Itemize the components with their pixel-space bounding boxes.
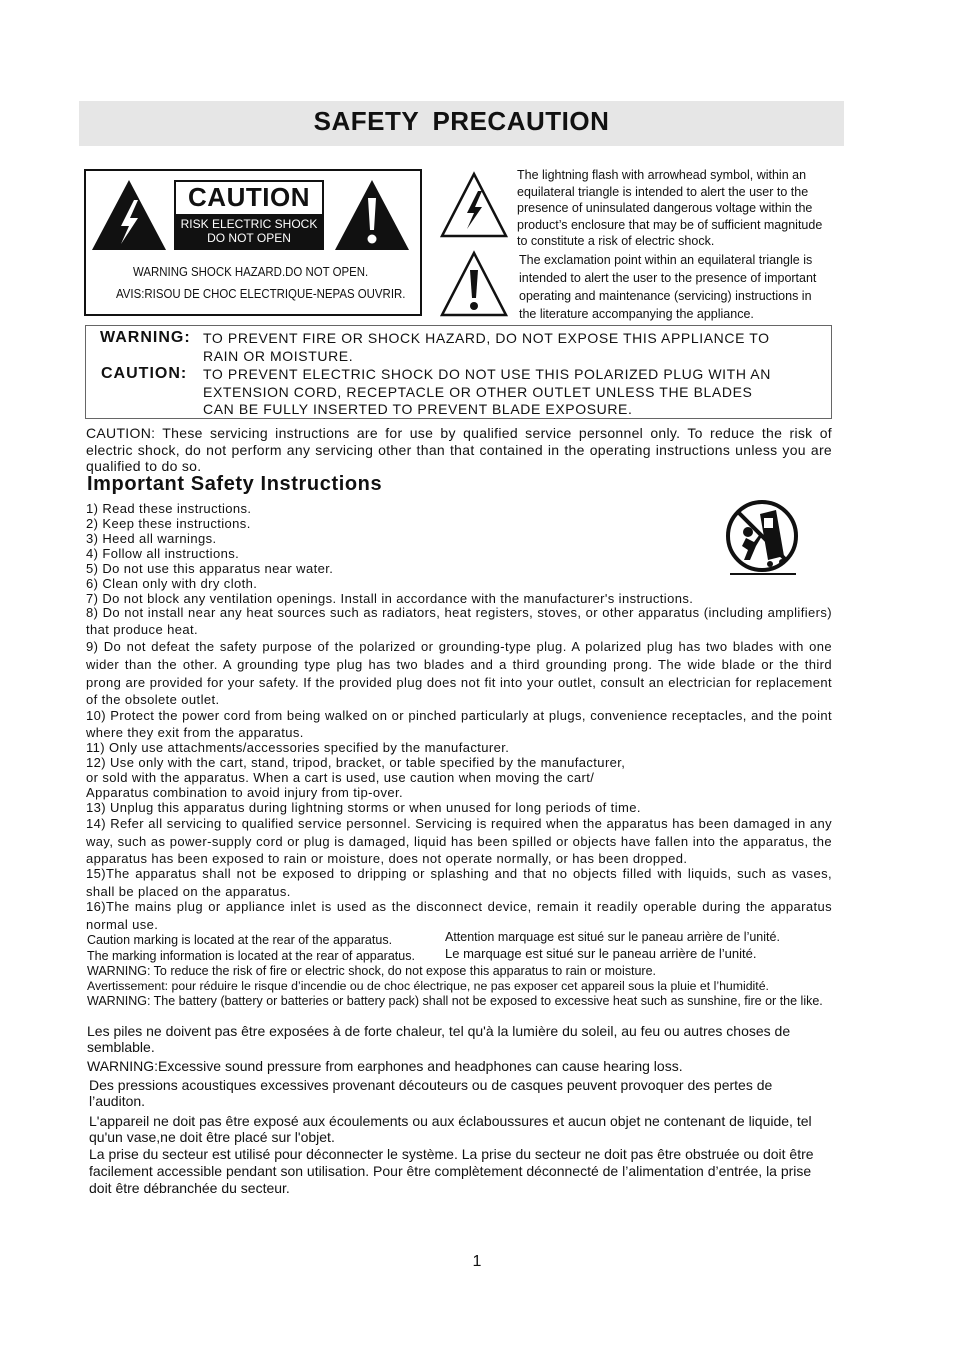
page-number: 1 [472, 1253, 482, 1270]
warning-rain-en: WARNING: To reduce the risk of fire or electric shock, do not expose this apparatus to rain or moisture. [87, 964, 656, 978]
caution-text: TO PREVENT ELECTRIC SHOCK DO NOT USE THIS POLARIZED PLUG WITH AN EXTENSION CORD, RECEPTACLE OR OTHER OUTLET UNLESS THE BLADES CAN BE FULLY INSERTED TO PREVENT BLADE EXPOSURE. [203, 366, 771, 417]
liquid-warning-fr: L'appareil ne doit pas être exposé aux écoulements ou aux éclaboussures et aucun objet ne contenant de liquide, tel qu'un vase,ne doit être placé sur l'objet. [89, 1113, 812, 1145]
lightning-symbol-icon [439, 171, 509, 239]
list-item: 5) Do not use this apparatus near water. [86, 561, 334, 576]
list-item: 6) Clean only with dry cloth. [86, 576, 258, 591]
instructions-list [86, 501, 693, 606]
exclamation-symbol-icon [439, 250, 509, 318]
instruction-15: 15)The apparatus shall not be exposed to dripping or splashing and that no objects filled with liquids, such as vases, shall be placed on the apparatus. [86, 866, 832, 899]
battery-warning-fr: Les piles ne doivent pas être exposées à de forte chaleur, tel qu'à la lumière du soleil, au feu ou autres choses de semblable. [87, 1023, 791, 1055]
list-item: 1) Read these instructions. [86, 501, 252, 516]
warning-rain-fr: Avertissement: pour réduire le risque d’incendie ou de choc électrique, ne pas exposer cet appareil sous la pluie et l’humidité. [87, 979, 769, 993]
caution-label: CAUTION: [101, 365, 188, 382]
instruction-11: 11) Only use attachments/accessories specified by the manufacturer. [86, 740, 510, 755]
caution-marking-fr: Attention marquage est situé sur le paneau arrière de l’unité. [445, 930, 780, 944]
caution-band-line: RISK ELECTRIC SHOCK [180, 217, 318, 231]
sound-warning-en: WARNING:Excessive sound pressure from earphones and headphones can cause hearing loss. [87, 1058, 683, 1074]
instruction-10: 10) Protect the power cord from being walked on or pinched particularly at plugs, convenience receptacles, and the point where they exit from the apparatus. [86, 708, 832, 740]
warning-text: TO PREVENT FIRE OR SHOCK HAZARD, DO NOT EXPOSE THIS APPLIANCE TO RAIN OR MOISTURE. [203, 330, 770, 364]
servicing-caution: CAUTION: These servicing instructions are for use by qualified service personnel only. To reduce the risk of electric shock, do not perform any servicing other than that contained in the operating instructions unless you are qualified to do so. [86, 425, 832, 474]
instruction-16: 16)The mains plug or appliance inlet is used as the disconnect device, remain it readily operable during the apparatus normal use. [86, 899, 832, 932]
instruction-8: 8) Do not install near any heat sources such as radiators, heat registers, stoves, or other apparatus (including amplifiers) that produce heat. [86, 605, 832, 637]
list-item: 3) Heed all warnings. [86, 531, 217, 546]
sound-warning-fr: Des pressions acoustiques excessives provenant découteurs ou de casques peuvent provoquer des pertes de l’auditon. [89, 1077, 773, 1109]
battery-warning-en: WARNING: The battery (battery or batteries or battery pack) shall not be exposed to excessive heat such as sunshine, fire or the like. [87, 994, 823, 1008]
lightning-warning-icon [90, 178, 168, 252]
list-item: 2) Keep these instructions. [86, 516, 251, 531]
section-heading: Important Safety Instructions [87, 473, 383, 495]
mains-plug-fr: La prise du secteur est utilisé pour déconnecter le système. La prise du secteur ne doit pas être obstruée ou doit être facilement accessible pendant son utilisation. Pour être complètement déconnecté de l’alimentation d’entrée, la prise doit être débranchée du secteur. [89, 1146, 814, 1196]
caution-box-line-en: WARNING SHOCK HAZARD.DO NOT OPEN. [133, 264, 369, 279]
page-title: SAFETY PRECAUTION [313, 106, 610, 136]
list-item: 7) Do not block any ventilation openings. Install in accordance with the manufacturer's instructions. [86, 591, 694, 606]
lightning-description: The lightning flash with arrowhead symbol, within an equilateral triangle is intended to alert the user to the presence of uninsulated dangerous voltage within the product’s enclosure that may be of sufficient magnitude to constitute a risk of electric shock. [517, 168, 823, 248]
exclamation-description: The exclamation point within an equilateral triangle is intended to alert the user to the presence of important operating and maintenance (servicing) instructions in the literature accompanying the appliance. [519, 253, 817, 321]
warning-label: WARNING: [100, 329, 191, 346]
cart-tip-over-icon [724, 498, 800, 578]
caution-band [176, 214, 322, 248]
list-item: 4) Follow all instructions. [86, 546, 240, 561]
caution-marking-en: Caution marking is located at the rear of the apparatus. [87, 933, 393, 947]
marking-info-fr: Le marquage est situé sur le paneau arrière de l’unité. [445, 946, 757, 961]
instruction-12: 12) Use only with the cart, stand, tripod, bracket, or table specified by the manufacturer, or sold with the apparatus. When a cart is used, use caution when moving the cart/ Apparatus combination to avoid injury from tip-over. [86, 755, 626, 800]
marking-info-en: The marking information is located at the rear of apparatus. [87, 949, 415, 963]
caution-heading: CAUTION [188, 182, 310, 212]
instruction-9: 9) Do not defeat the safety purpose of the polarized or grounding-type plug. A polarized plug has two blades with one wider than the other. A grounding type plug has two blades and a third grounding prong. The wide blade or the third prong are provided for your safety. If the provided plug does not fit into your outlet, consult an electrician for replacement of the obsolete outlet. [86, 639, 832, 708]
exclamation-warning-icon [333, 178, 411, 252]
instruction-13: 13) Unplug this apparatus during lightning storms or when unused for long periods of time. [86, 800, 641, 815]
instruction-14: 14) Refer all servicing to qualified service personnel. Servicing is required when the apparatus has been damaged in any way, such as power-supply cord or plug is damaged, liquid has been spilled or objects have fallen into the apparatus, the apparatus has been exposed to rain or moisture, does not operate normally, or has been dropped. [86, 816, 832, 866]
caution-band-line: DO NOT OPEN [207, 231, 291, 245]
caution-box-line-fr: AVIS:RISOU DE CHOC ELECTRIQUE-NEPAS OUVRIR. [116, 286, 406, 301]
